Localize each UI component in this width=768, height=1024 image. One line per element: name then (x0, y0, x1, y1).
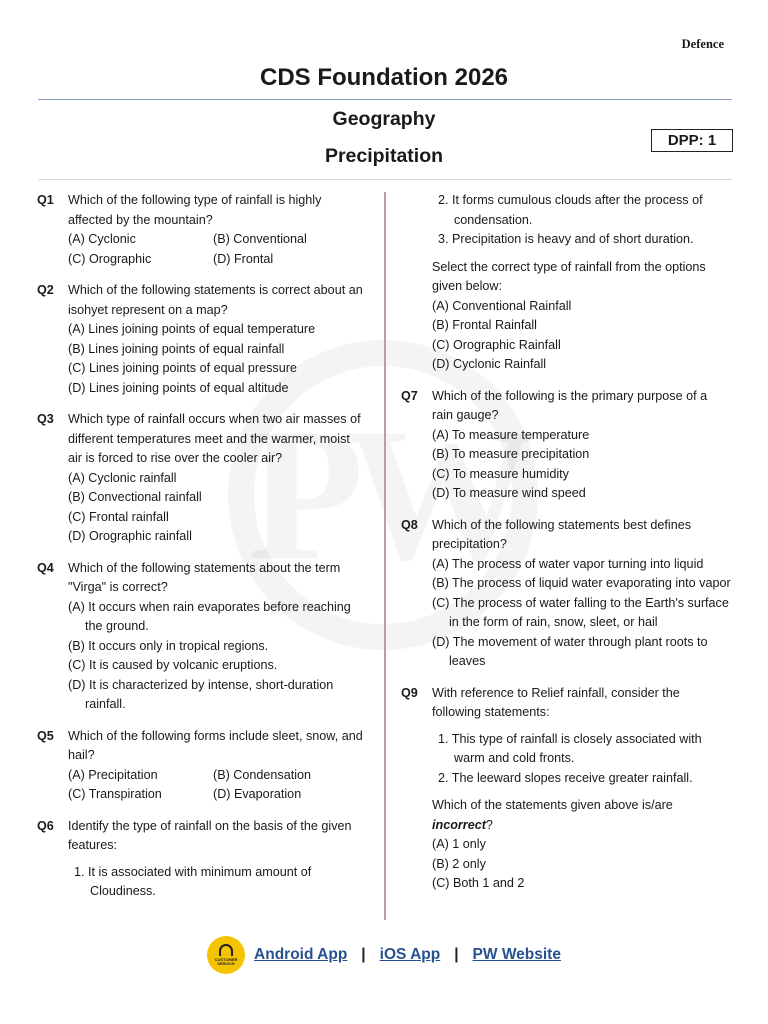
question-number: Q2 (37, 283, 54, 297)
question-number: Q1 (37, 193, 54, 207)
option-c: (C) To measure humidity (432, 466, 569, 481)
question-number: Q4 (37, 560, 54, 575)
question-text: Which of the following type of rainfall is highly affected by the mountain? (68, 193, 322, 227)
prompt-emphasis: incorrect (432, 817, 486, 832)
question-number: Q6 (37, 818, 54, 833)
option-c: (C) The process of water falling to the Earth's surface in the form of rain, snow, sleet, or hail (432, 595, 729, 629)
option-a: (A) The process of water vapor turning into liquid (432, 556, 704, 571)
option-d: (D) Cyclonic Rainfall (432, 357, 547, 371)
option-c: (C) It is caused by volcanic eruptions. (68, 658, 278, 672)
prompt-mark: ? (485, 817, 493, 832)
option-c: (C) Frontal rainfall (68, 509, 169, 524)
question-7 (401, 387, 731, 504)
option-a: (A) Conventional Rainfall (432, 298, 572, 313)
question-number: Q5 (37, 728, 54, 743)
header-divider (38, 179, 732, 180)
option-b: (B) Lines joining points of equal rainfall (68, 341, 285, 356)
question-3 (37, 410, 367, 547)
option-b: (B) Condensation (213, 767, 312, 782)
option-d: (D) It is characterized by intense, short-duration rainfall. (68, 677, 334, 711)
android-app-link[interactable]: Android App (254, 946, 348, 963)
question-prompt (432, 796, 731, 835)
option-d: (D) Frontal (213, 251, 274, 266)
statement-1: 1. This type of rainfall is closely associated with warm and cold fronts. (438, 731, 702, 765)
question-text: Identify the type of rainfall on the basis of the given features: (68, 818, 352, 852)
customer-service-label: CUSTOMER SERVICE (214, 956, 238, 966)
option-a: (A) Cyclonic rainfall (68, 470, 177, 485)
customer-service-icon[interactable] (207, 936, 245, 974)
question-6-continued (401, 191, 731, 375)
page-title: CDS Foundation 2026 (259, 64, 509, 91)
subject-heading: Geography (332, 108, 436, 130)
option-a: (A) Lines joining points of equal temperature (68, 322, 316, 336)
option-b: (B) The process of liquid water evaporating into vapor (432, 576, 731, 590)
title-divider (38, 99, 732, 100)
question-number: Q9 (401, 685, 418, 700)
feature-1: 1. It is associated with minimum amount of Cloudiness. (74, 864, 312, 898)
ios-app-link[interactable]: iOS App (379, 946, 441, 963)
option-c: (C) Transpiration (68, 787, 162, 801)
option-d: (D) The movement of water through plant roots to leaves (432, 634, 708, 668)
question-text: Which of the following is the primary purpose of a rain gauge? (432, 388, 708, 422)
option-b: (B) To measure precipitation (432, 447, 590, 461)
question-6 (37, 817, 367, 910)
pw-website-link[interactable]: PW Website (472, 946, 561, 963)
question-9 (401, 684, 731, 894)
option-b: (B) 2 only (432, 856, 486, 871)
question-number: Q7 (401, 388, 418, 403)
option-c: (C) Orographic Rainfall (432, 337, 561, 352)
option-c: (C) Orographic (68, 251, 152, 266)
header-tag: Defence (681, 37, 724, 51)
option-b: (B) Convectional rainfall (68, 490, 202, 504)
feature-3: 3. Precipitation is heavy and of short duration. (438, 232, 694, 246)
question-text: Which of the following statements best defines precipitation? (432, 517, 692, 551)
option-a: (A) It occurs when rain evaporates before reaching the ground. (68, 599, 351, 633)
question-prompt: Select the correct type of rainfall from the options given below: (432, 259, 706, 293)
option-d: (D) To measure wind speed (432, 486, 586, 500)
question-text: Which of the following statements is correct about an isohyet represent on a map? (68, 283, 363, 317)
option-d: (D) Evaporation (213, 787, 302, 801)
question-5 (37, 727, 367, 805)
option-d: (D) Orographic rainfall (68, 529, 192, 543)
question-1 (37, 191, 367, 269)
headset-icon (219, 944, 233, 956)
option-b: (B) Conventional (213, 232, 307, 246)
feature-2: 2. It forms cumulous clouds after the process of condensation. (438, 193, 703, 227)
option-b: (B) Frontal Rainfall (432, 318, 537, 332)
question-text: Which of the following statements about the term "Virga" is correct? (68, 560, 341, 594)
topic-heading: Precipitation (324, 145, 444, 167)
option-a: (A) Cyclonic (68, 232, 136, 246)
statement-2: 2. The leeward slopes receive greater rainfall. (438, 770, 693, 785)
question-text: Which type of rainfall occurs when two air masses of different temperatures meet and the warmer, moist air is forced to rise over the cooler air? (68, 412, 361, 465)
option-c: (C) Lines joining points of equal pressure (68, 361, 297, 375)
option-a: (A) 1 only (432, 837, 486, 851)
question-number: Q3 (37, 412, 54, 426)
option-a: (A) To measure temperature (432, 427, 590, 442)
right-column (401, 191, 731, 906)
column-divider (384, 192, 386, 920)
option-b: (B) It occurs only in tropical regions. (68, 638, 269, 653)
option-d: (D) Lines joining points of equal altitude (68, 380, 289, 395)
option-a: (A) Precipitation (68, 767, 158, 782)
left-column (37, 191, 367, 910)
question-8 (401, 516, 731, 672)
footer-separator: | (361, 946, 366, 963)
option-c: (C) Both 1 and 2 (432, 876, 525, 890)
question-4 (37, 559, 367, 715)
prompt-text: Which of the statements given above is/are (432, 798, 673, 812)
footer-links (0, 936, 768, 974)
question-text: With reference to Relief rainfall, consider the following statements: (432, 685, 680, 719)
question-text: Which of the following forms include sleet, snow, and hail? (68, 728, 363, 762)
question-2 (37, 281, 367, 398)
footer-separator: | (454, 946, 459, 963)
question-number: Q8 (401, 517, 418, 532)
dpp-badge: DPP: 1 (651, 129, 733, 152)
